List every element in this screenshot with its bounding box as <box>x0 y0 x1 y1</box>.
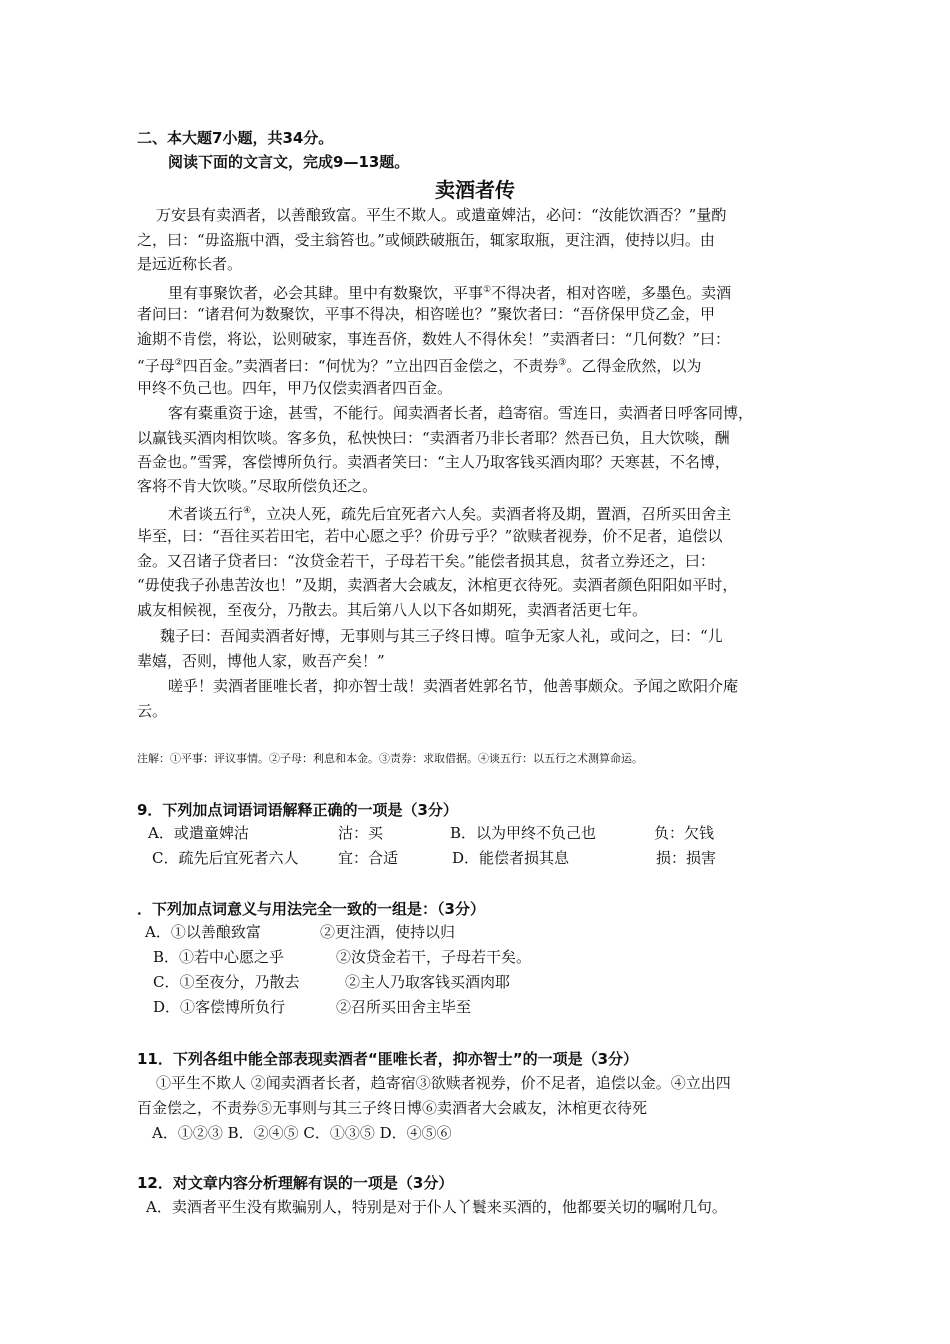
passage-line: 以赢钱买酒肉相饮啖。客多负，私怏怏曰：“卖酒者乃非长者耶？然吾已负，且大饮啖，酬 <box>137 429 730 447</box>
section-instruction: 阅读下面的文言文，完成9—13题。 <box>168 153 410 171</box>
footnote-mark: ④ <box>243 506 252 516</box>
passage-line: 甲终不负己也。四年，甲乃仅偿卖酒者四百金。 <box>137 379 453 397</box>
section-header: 二、本大题7小题，共34分。 <box>137 129 334 147</box>
passage-line: 戚友相候视，至夜分，乃散去。其后第八人以下各如期死，卖酒者活更七年。 <box>137 601 648 619</box>
passage-line: 金。又召诸子贷者曰：“汝贷金若干，子母若干矣。”能偿者损其息，贫者立券还之，曰： <box>137 552 715 570</box>
q10-option-c-2: ②主人乃取客钱买酒肉耶 <box>345 973 511 991</box>
q10-option-d-1: D．①客偿博所负行 <box>153 998 286 1016</box>
q11-statement-line: 百金偿之，不责券⑤无事则与其三子终日博⑥卖酒者大会戚友，沐棺更衣待死 <box>137 1099 648 1117</box>
passage-line: 之，曰：“毋盗瓶中酒，受主翁笞也。”或倾跌破瓶缶，辄家取瓶，更注酒，使持以归。由 <box>137 231 715 249</box>
q9-option-c: C．疏先后宜死者六人 <box>152 849 299 867</box>
question-10-title: ．下列加点词意义与用法完全一致的一组是：（3分） <box>137 900 485 918</box>
passage-line: 云。 <box>137 702 168 720</box>
footnote-mark: ② <box>174 358 183 368</box>
q10-option-b-2: ②汝贷金若干，子母若干矣。 <box>336 948 532 966</box>
passage-line: 万安县有卖酒者，以善酿致富。平生不欺人。或遣童婢沽，必问：“汝能饮酒否？”量酌 <box>156 206 727 224</box>
passage-line: 是远近称长者。 <box>137 255 243 273</box>
passage-line: 客将不肯大饮啖。”尽取所偿负还之。 <box>137 477 378 495</box>
question-11-title: 11．下列各组中能全部表现卖酒者“匪唯长者，抑亦智士”的一项是（3分） <box>137 1050 639 1068</box>
passage-line: 吾金也。”雪霁，客偿博所负行。卖酒者笑曰：“主人乃取客钱买酒肉耶？天寒甚，不名博， <box>137 453 730 471</box>
footnote-mark: ③ <box>558 358 567 368</box>
passage-line: 里有事聚饮者，必会其肆。里中有数聚饮，平事①不得决者，相对咨嗟，多墨色。卖酒 <box>168 284 732 302</box>
passage-line: 魏子曰：吾闻卖酒者好博，无事则与其三子终日博。喧争无家人礼，或问之，曰：“儿 <box>160 627 723 645</box>
footnote-mark: ① <box>483 285 492 295</box>
q9-option-b-gloss: 负：欠钱 <box>654 824 715 842</box>
passage-line: 毕至，曰：“吾往买若田宅，若中心愿之乎？价毋亏乎？”欲赎者视券，价不足者，追偿以 <box>137 527 723 545</box>
passage-line: 辈嬉，否则，博他人家，败吾产矣！” <box>137 652 385 670</box>
passage-title: 卖酒者传 <box>435 178 515 202</box>
q9-option-d: D．能偿者损其息 <box>452 849 570 867</box>
q11-statement-line: ①平生不欺人 ②闻卖酒者长者，趋寄宿③欲赎者视券，价不足者，追偿以金。④立出四 <box>156 1074 731 1092</box>
passage-line: “子母②四百金。”卖酒者曰：“何忧为？”立出四百金偿之，不责券③。乙得金欣然，以为 <box>137 357 702 375</box>
passage-line: 逾期不肯偿，将讼，讼则破家，事连吾侪，数姓人不得休矣！”卖酒者曰：“几何数？”曰： <box>137 330 731 348</box>
question-12-title: 12．对文章内容分析理解有误的一项是（3分） <box>137 1174 454 1192</box>
passage-line: 客有橐重资于途，甚雪，不能行。闻卖酒者长者，趋寄宿。雪连日，卖酒者日呼客同博， <box>168 404 754 422</box>
passage-line: “毋使我子孙患苦汝也！”及期，卖酒者大会戚友，沐棺更衣待死。卖酒者颜色阳阳如平时， <box>137 576 738 594</box>
q9-option-d-gloss: 损：损害 <box>656 849 717 867</box>
q10-option-a-1: A．①以善酿致富 <box>145 923 261 941</box>
q9-option-a-gloss: 沽：买 <box>338 824 384 842</box>
q10-option-a-2: ②更注酒，使持以归 <box>320 923 456 941</box>
passage-line: 术者谈五行④，立决人死，疏先后宜死者六人矣。卖酒者将及期，置酒，召所买田舍主 <box>168 505 732 523</box>
q12-option-a: A．卖酒者平生没有欺骗别人，特别是对于仆人丫鬟来买酒的，他都要关切的嘱咐几句。 <box>146 1198 727 1216</box>
q10-option-c-1: C．①至夜分，乃散去 <box>153 973 300 991</box>
question-9-title: 9．下列加点词语词语解释正确的一项是（3分） <box>137 801 458 819</box>
passage-line: 嗟乎！卖酒者匪唯长者，抑亦智士哉！卖酒者姓郭名节，他善事颇众。予闻之欧阳介庵 <box>168 677 739 695</box>
q10-option-d-2: ②召所买田舍主毕至 <box>336 998 472 1016</box>
q9-option-b: B．以为甲终不负己也 <box>450 824 597 842</box>
footnote: 注解：①平事：评议事情。②子母：利息和本金。③责券：求取借据。④谈五行：以五行之术测算命运。 <box>137 752 643 765</box>
q11-options: A．①②③ B．②④⑤ C．①③⑤ D．④⑤⑥ <box>152 1124 452 1142</box>
q9-option-a: A．或遣童婢沽 <box>148 824 249 842</box>
q9-option-c-gloss: 宜：合适 <box>338 849 399 867</box>
q10-option-b-1: B．①若中心愿之乎 <box>153 948 285 966</box>
passage-line: 者问曰：“诸君何为数聚饮，平事不得决，相咨嗟也？”聚饮者曰：“吾侪保甲贷乙金，甲 <box>137 305 716 323</box>
